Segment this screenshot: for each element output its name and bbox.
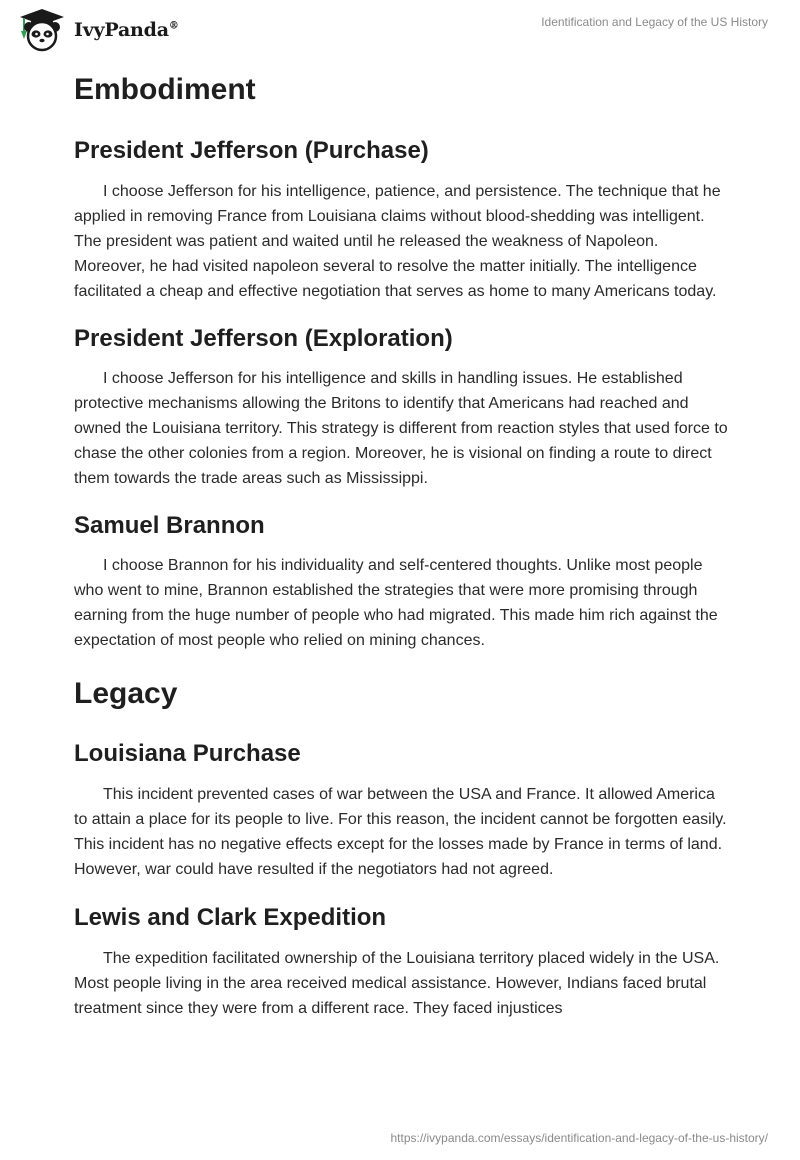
subheading-lewis-clark: Lewis and Clark Expedition [74,904,387,931]
paragraph-jefferson-purchase: I choose Jefferson for his intelligence, patience, and persistence. The technique that he applied in removing France from Louisiana claims without blood-shedding was intelligent. The president was patient and waited until he released the weakness of Napoleon. Moreover, he had visited napoleon several to resolve the matter initially. The intelligence facilitated a cheap and effective negotiation that serves as home to many Americans today. [74,183,721,300]
section-heading-embodiment: Embodiment [74,73,256,106]
document-title: Identification and Legacy of the US History [541,15,768,29]
paragraph-lewis-clark: The expedition facilitated ownership of the Louisiana territory placed widely in the USA. Most people living in the area received medical assistance. However, Indians faced brutal treatment since they were from a different race. They faced injustices [74,950,720,1017]
logo-text: IvyPanda® [74,19,179,41]
panda-graduate-icon [16,7,68,53]
paragraph-samuel-brannon: I choose Brannon for his individuality and self-centered thoughts. Unlike most people who went to mine, Brannon established the strategies that were more promising through earning from the huge number of people who had migrated. This made him rich against the expectation of most people who relied on mining chances. [74,557,718,649]
subheading-jefferson-purchase: President Jefferson (Purchase) [74,137,429,164]
page-header [0,0,800,60]
paragraph-louisiana-purchase: This incident prevented cases of war between the USA and France. It allowed America to attain a place for its people to live. For this reason, the incident cannot be forgotten easily. This incident has no negative effects except for the losses made by France in terms of land. However, war could have resulted if the negotiators had not agreed. [74,786,727,878]
subheading-samuel-brannon: Samuel Brannon [74,512,265,539]
source-url[interactable]: https://ivypanda.com/essays/identification-and-legacy-of-the-us-history/ [390,1131,768,1145]
subheading-jefferson-exploration: President Jefferson (Exploration) [74,325,453,352]
ivypanda-logo[interactable] [16,7,179,53]
section-heading-legacy: Legacy [74,677,178,710]
paragraph-jefferson-exploration: I choose Jefferson for his intelligence and skills in handling issues. He established protective mechanisms allowing the Britons to identify that Americans had reached and owned the Louisiana territory. This strategy is different from reaction styles that used force to chase the other colonies from a region. Moreover, he is visional on finding a route to direct them towards the trade areas such as Mississippi. [74,370,728,487]
essay-content [74,68,730,1021]
subheading-louisiana-purchase: Louisiana Purchase [74,740,301,767]
